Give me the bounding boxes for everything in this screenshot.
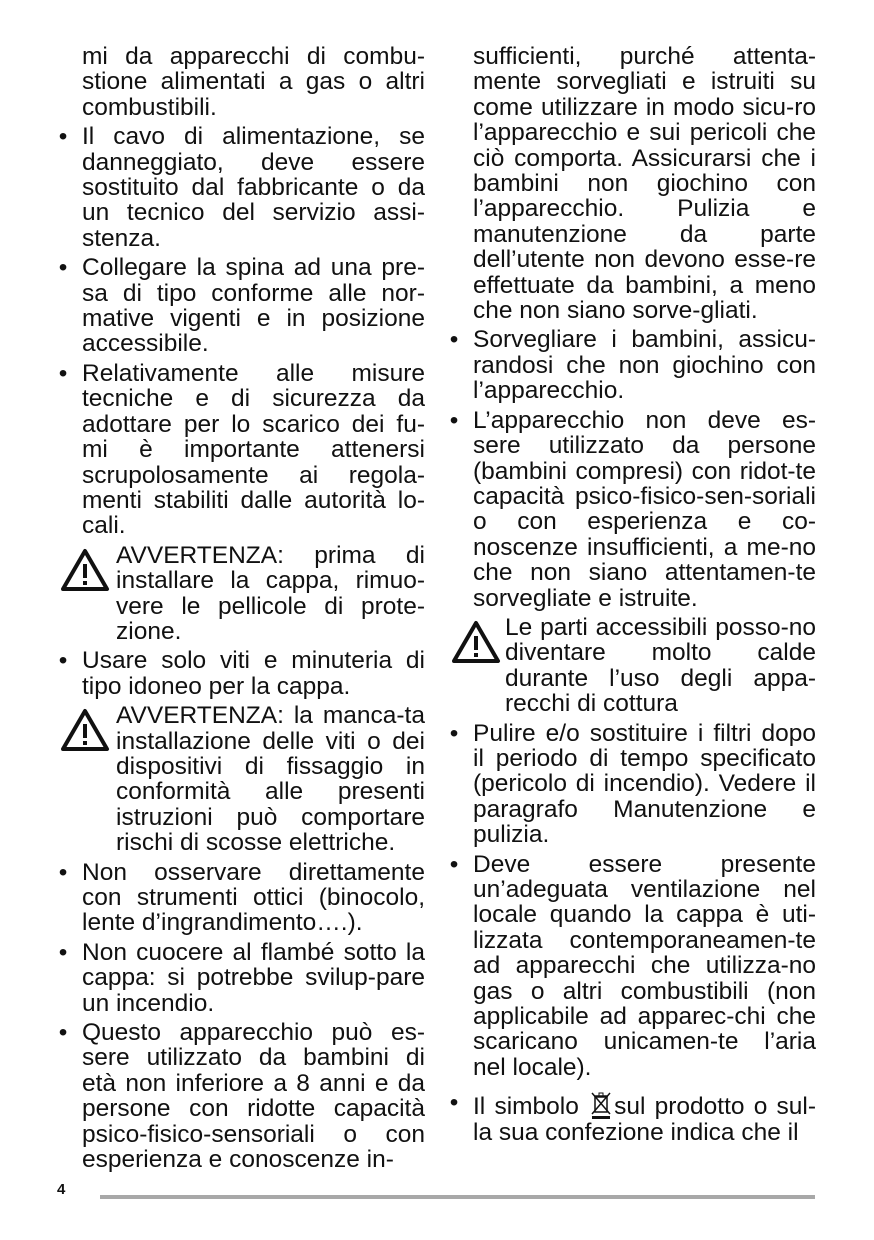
list-item: • Deve essere presente un’adeguata ventilazione nel locale quando la cappa è uti-lizzata contemporaneamen-te ad apparecchi che utilizza-no gas o altri combustibili (non applicabile ad apparec-chi che scaricano unicamen-te l’aria nel locale). (446, 852, 816, 1081)
continuation-text: sufficienti, purché attenta-mente sorvegliati e istruiti su come utilizzare in modo sicu-ro l’apparecchio e sui pericoli che ciò comporta. Assicurarsi che i bambini non giochino con l’apparecchio. Pulizia e manutenzione da parte dell’utente non devono esse-re effettuate da bambini, a meno che non siano sorve-gliati. (473, 43, 816, 325)
bullet-icon: • (449, 326, 459, 354)
list-item: • Collegare la spina ad una pre-sa di tipo conforme alle nor-mative vigenti e in posizione accessibile. (55, 255, 425, 357)
bullet-icon: • (58, 1019, 68, 1047)
warning-note: AVVERTENZA: la manca-ta installazione delle viti o dei dispositivi di fissaggio in conformità alle presenti istruzioni può comportare rischi di scosse elettriche. (55, 703, 425, 855)
list-item: • Sorvegliare i bambini, assicu-randosi che non giochino con l’apparecchio. (446, 327, 816, 403)
warning-note: Le parti accessibili posso-no diventare molto calde durante l’uso degli appa-recchi di cottura (446, 615, 816, 717)
footer-divider (100, 1195, 815, 1199)
right-column (446, 44, 816, 1150)
bullet-icon: • (58, 647, 68, 675)
bullet-icon: • (58, 938, 68, 966)
warning-triangle-icon (60, 548, 110, 592)
warning-note: AVVERTENZA: prima di installare la cappa, rimuo-vere le pellicole di prote-zione. (55, 543, 425, 645)
warning-triangle-icon (451, 620, 501, 664)
left-column (55, 44, 425, 1176)
bullet-icon: • (58, 123, 68, 151)
list-item: • Non cuocere al flambé sotto la cappa: si potrebbe svilup-pare un incendio. (55, 940, 425, 1016)
list-item: • Usare solo viti e minuteria di tipo idoneo per la cappa. (55, 648, 425, 699)
bullet-icon: • (449, 719, 459, 747)
bullet-icon: • (449, 850, 459, 878)
warning-triangle-icon (60, 708, 110, 752)
list-item: • Pulire e/o sostituire i filtri dopo il periodo di tempo specificato (pericolo di incendio). Vedere il paragrafo Manutenzione e pulizia. (446, 721, 816, 848)
crossed-bin-icon (590, 1090, 612, 1120)
bullet-icon: • (58, 359, 68, 387)
list-item: • L’apparecchio non deve es-sere utilizzato da persone (bambini compresi) con ridot-te capacità psico-fisico-sen-soriali o con esperienza e co-noscenze insufficienti, a me-no che non siano attentamen-te sorvegliate e istruite. (446, 408, 816, 611)
page-number: 4 (57, 1181, 66, 1198)
list-item: • Questo apparecchio può es-sere utilizzato da bambini di età non inferiore a 8 anni e da persone con ridotte capacità psico-fisico-sensoriali o con esperienza e conoscenze in- (55, 1020, 425, 1172)
bullet-icon: • (58, 858, 68, 886)
bullet-icon: • (449, 1089, 459, 1117)
list-item: • Non osservare direttamente con strumenti ottici (binocolo, lente d’ingrandimento….). (55, 860, 425, 936)
list-item: • Relativamente alle misure tecniche e di sicurezza da adottare per lo scarico dei fu-mi è importante attenersi scrupolosamente ai regola-menti stabiliti dalle autorità lo-cali. (55, 361, 425, 539)
list-item: • Il simbolo sul prodotto o sul-la sua confezione indica che il (446, 1090, 816, 1145)
bullet-icon: • (449, 406, 459, 434)
bullet-icon: • (58, 254, 68, 282)
continuation-text: mi da apparecchi di combu-stione alimentati a gas o altri combustibili. (82, 43, 425, 121)
list-item: • Il cavo di alimentazione, se danneggiato, deve essere sostituito dal fabbricante o da un tecnico del servizio assi-stenza. (55, 124, 425, 251)
